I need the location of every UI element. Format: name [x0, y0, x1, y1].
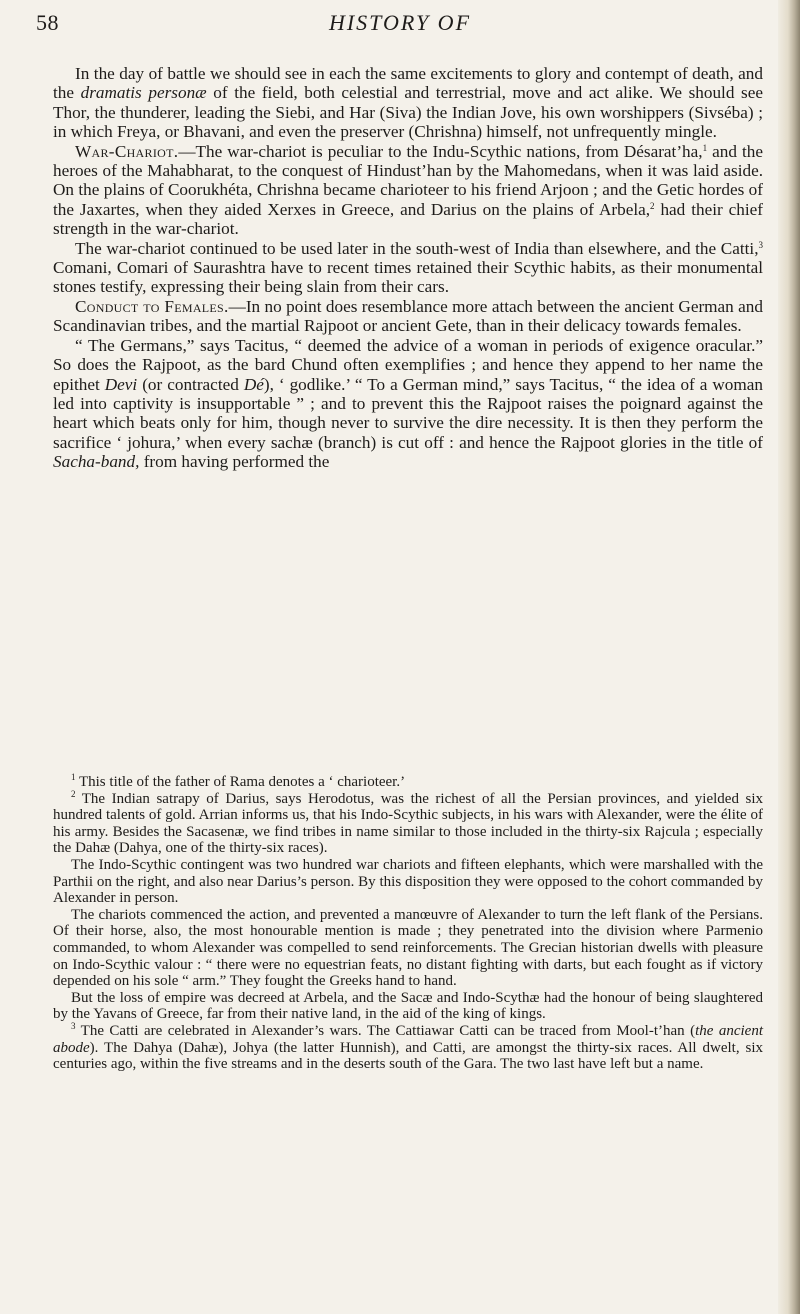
text-span: The war-chariot continued to be used later in the south-west of India than elsewhere, and the Catti,: [75, 238, 759, 258]
text-span: In the day of battle we should see in each the same excitements to glory and contempt of death, and the: [53, 64, 763, 103]
section-heading-war-chariot: War-Chariot.: [75, 141, 179, 161]
paragraph-catti: [53, 239, 763, 297]
footnote-ref-3: 3: [758, 239, 763, 250]
text-span: Comani, Comari of Saurashtra have to recent times retained their Scythic habits, as their monumental stones testify, expressing their being slain from their cars.: [53, 258, 763, 297]
paragraph-war-chariot: [53, 142, 763, 239]
footnote-2-continued: The chariots commenced the action, and prevented a manœuvre of Alexander to turn the left flank of the Persians. Of their horse, also, the most honourable mention is made ; they penetrated into the division where Parmenio commanded, to whom Alexander was compelled to send reinforcements. The Grecian historian dwells with pleasure on Indo-Scythic valour : “ there were no equestrian feats, no distant fighting with darts, but each fought as if victory depended on his sole “ arm.” They fought the Greeks hand to hand.: [53, 906, 763, 990]
section-heading-conduct: Conduct to Females.: [75, 296, 229, 316]
italic-term: Devi: [104, 374, 138, 394]
italic-term: Dé: [243, 374, 264, 394]
italic-term: the ancient abode: [53, 1022, 763, 1056]
footnote-ref-2: 2: [650, 200, 655, 211]
text-span: —The war-chariot is peculiar to the Indu-Scythic nations, from Désarat’ha,: [178, 141, 703, 161]
running-title: HISTORY OF: [328, 10, 472, 35]
body-text: [53, 64, 763, 472]
page-number: 58: [36, 10, 59, 35]
text-span: —In no point does resemblance more attach between the ancient German and Scandinavian tribes, and the martial Rajpoot or ancient Gete, than in their delicacy towards females.: [53, 296, 763, 336]
text-span: from having performed the: [139, 452, 330, 472]
text-span: The Catti are celebrated in Alexander’s wars. The Cattiawar Catti can be traced from Mool-t’han (: [75, 1022, 696, 1039]
italic-term: dramatis personæ: [80, 83, 207, 103]
footnote-mark: 3: [71, 1020, 76, 1031]
text-span: ), ‘ godlike.’ “ To a German mind,” says Tacitus, “ the idea of a woman led into captivity is insupportable ” ; and to prevent this the Rajpoot raises the poignard against the heart which beats only for him, though never to survive the dire necessity. It is then they perform the sacrifice ‘ johura,’ when every sachæ (branch) is cut off : and hence the Rajpoot glories in the title of: [53, 374, 763, 452]
footnotes: [53, 774, 763, 1073]
text-span: had their chief strength in the war-chariot.: [53, 199, 763, 239]
paragraph-battle: [53, 64, 763, 142]
paragraph-tacitus: [53, 336, 763, 472]
footnote-2: [53, 788, 763, 857]
text-span: This title of the father of Rama denotes a ‘ charioteer.’: [75, 774, 406, 790]
text-span: ). The Dahya (Dahæ), Johya (the latter Hunnish), and Catti, are amongst the thirty-six races. All dwelt, six centuries ago, within the five streams and in the deserts south of the Gara. The two last have left but a name.: [53, 1039, 763, 1073]
paragraph-conduct-to-females: [53, 297, 763, 336]
page-edge-shadow: [778, 0, 800, 1314]
text-span: of the field, both celestial and terrestrial, move and act alike. We should see Thor, the thunderer, leading the Siebi, and Har (Siva) the Indian Jove, his own worshippers (Sivséba) ; in which Freya, or Bhavani, and even the preserver (Chrishna) himself, not unfrequently mingle.: [53, 83, 763, 142]
text-span: The Indian satrapy of Darius, says Herodotus, was the richest of all the Persian provinces, and yielded six hundred talents of gold. Arrian informs us, that his Indo-Scythic subjects, in his wars with Alexander, were the élite of his army. Besides the Sacasenæ, we find tribes in name similar to those included in the thirty-six Rajcula ; especially the Dahæ (Dahya, one of the thirty-six races).: [53, 790, 763, 857]
footnote-1: [53, 774, 763, 791]
footnote-2-continued: But the loss of empire was decreed at Arbela, and the Sacæ and Indo-Scythæ had the honour of being slaughtered by the Yavans of Greece, far from their native land, in the aid of the king of kings.: [53, 989, 763, 1023]
text-span: (or contracted: [137, 374, 244, 394]
footnote-ref-1: 1: [702, 142, 708, 153]
footnote-3: [53, 1020, 763, 1073]
italic-term: Sacha-band,: [53, 452, 140, 472]
footnote-mark: 2: [71, 788, 76, 799]
text-span: “ The Germans,” says Tacitus, “ deemed the advice of a woman in periods of exigence oracular.” So does the Rajpoot, as the bard Chund often exemplifies ; and hence they append to her name the epithet: [53, 335, 763, 394]
footnote-mark: 1: [71, 772, 76, 782]
footnote-2-continued: The Indo-Scythic contingent was two hundred war chariots and fifteen elephants, which were marshalled with the Parthii on the right, and also near Darius’s person. By this disposition they were opposed to the cohort commanded by Alexander in person.: [53, 856, 763, 907]
text-span: and the heroes of the Mahabharat, to the conquest of Hindust’han by the Mahomedans, when it was laid aside. On the plains of Coorukhéta, Chrishna became charioteer to his friend Arjoon ; and the Getic hordes of the Jaxartes, when they aided Xerxes in Greece, and Darius on the plains of Arbela,: [53, 141, 763, 219]
